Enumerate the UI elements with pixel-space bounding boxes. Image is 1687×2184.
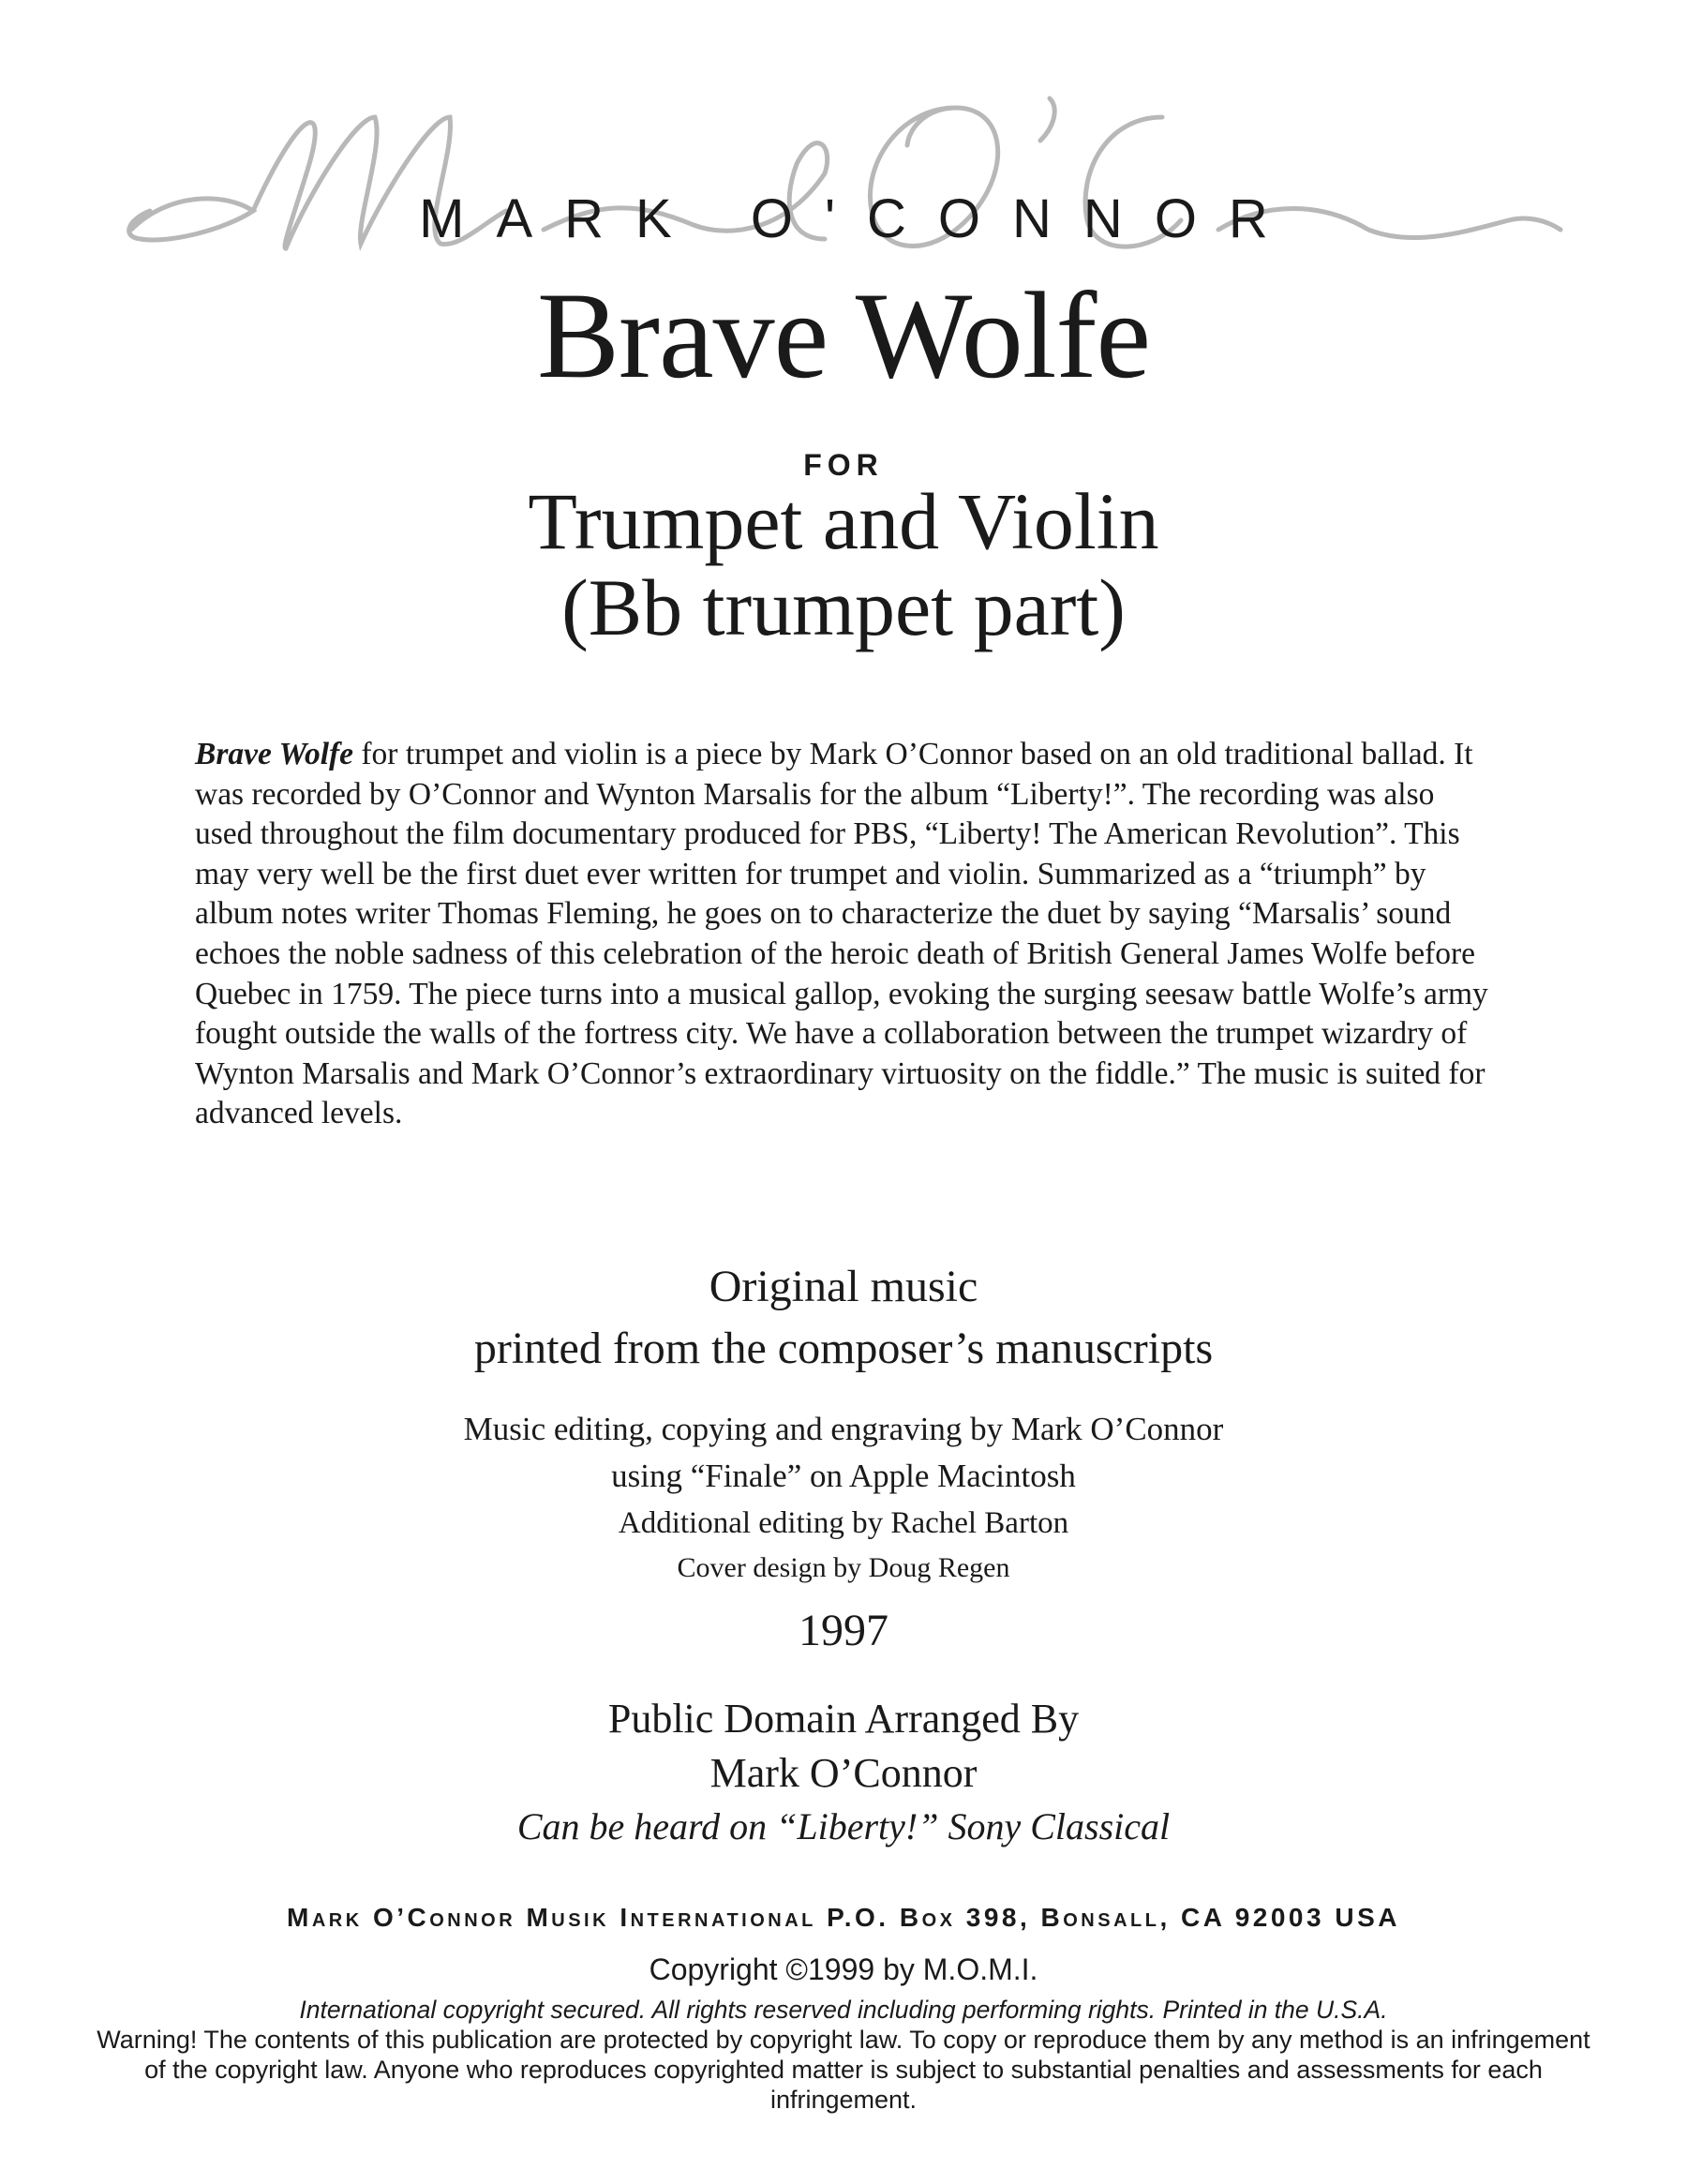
cover-design: Cover design by Doug Regen (677, 1552, 1010, 1583)
additional-editing: Additional editing by Rachel Barton (618, 1506, 1069, 1540)
year: 1997 (799, 1606, 888, 1655)
composer-header: MARK O'CONNOR (419, 188, 1300, 249)
description-body: for trumpet and violin is a piece by Mark O’Connor based on an old traditional ballad. It was recorded by O’Connor and Wynton Marsalis for the album “Liberty!”. The recording was also used throughout the film documentary produced for PBS, “Liberty! The American Revolution”. This may very well be the first duet ever written for trumpet and violin. Summarized as a “triumph” by album notes writer Thomas Fleming, he goes on to characterize the duet by saying “Marsalis’ sound echoes the noble sadness of this celebration of the heroic death of British General James Wolfe before Quebec in 1759. The piece turns into a musical gallop, evoking the surging seesaw battle Wolfe’s army fought outside the walls of the fortress city. We have a collaboration between the trumpet wizardry of Wynton Marsalis and Mark O’Connor’s extraordinary virtuosity on the fiddle.” The music is suited for advanced levels. (195, 737, 1488, 1131)
for-label: FOR (803, 448, 884, 482)
copyright-line: Copyright ©1999 by M.O.M.I. (649, 1952, 1038, 1986)
copyright-warning: Warning! The contents of this publication are protected by copyright law. To copy or reproduce them by any method is an infringement of the copyright law. Anyone who reproduces copyrighted matter is subject to substantial penalties and assessments for each infringement. (97, 2026, 1590, 2114)
arranged-credits (0, 1692, 1687, 1853)
piece-title: Brave Wolfe (536, 266, 1151, 404)
arranged-line2: Mark O’Connor (709, 1750, 978, 1796)
original-line2: printed from the composer’s manuscripts (473, 1324, 1214, 1373)
heard-on: Can be heard on “Liberty!” Sony Classical (516, 1805, 1171, 1847)
description-piece-title: Brave Wolfe (195, 737, 354, 771)
description-paragraph (195, 735, 1500, 1134)
instrumentation-line1: Trumpet and Violin (528, 476, 1159, 566)
original-line1: Original music (709, 1262, 978, 1311)
instrumentation (0, 478, 1687, 651)
publisher-address: Mark O’Connor Musik International P.O. Box 398, Bonsall, CA 92003 USA (287, 1903, 1400, 1932)
editing-line2: using “Finale” on Apple Macintosh (611, 1458, 1076, 1494)
original-music-note (0, 1256, 1687, 1380)
editing-line1: Music editing, copying and engraving by Mark O’Connor (463, 1411, 1224, 1447)
rights-line: International copyright secured. All rights reserved including performing rights. Printed in the U.S.A. (299, 1996, 1388, 2024)
instrumentation-line2: (Bb trumpet part) (561, 562, 1126, 652)
arranged-line1: Public Domain Arranged By (607, 1696, 1080, 1742)
editing-credits (0, 1406, 1687, 1590)
